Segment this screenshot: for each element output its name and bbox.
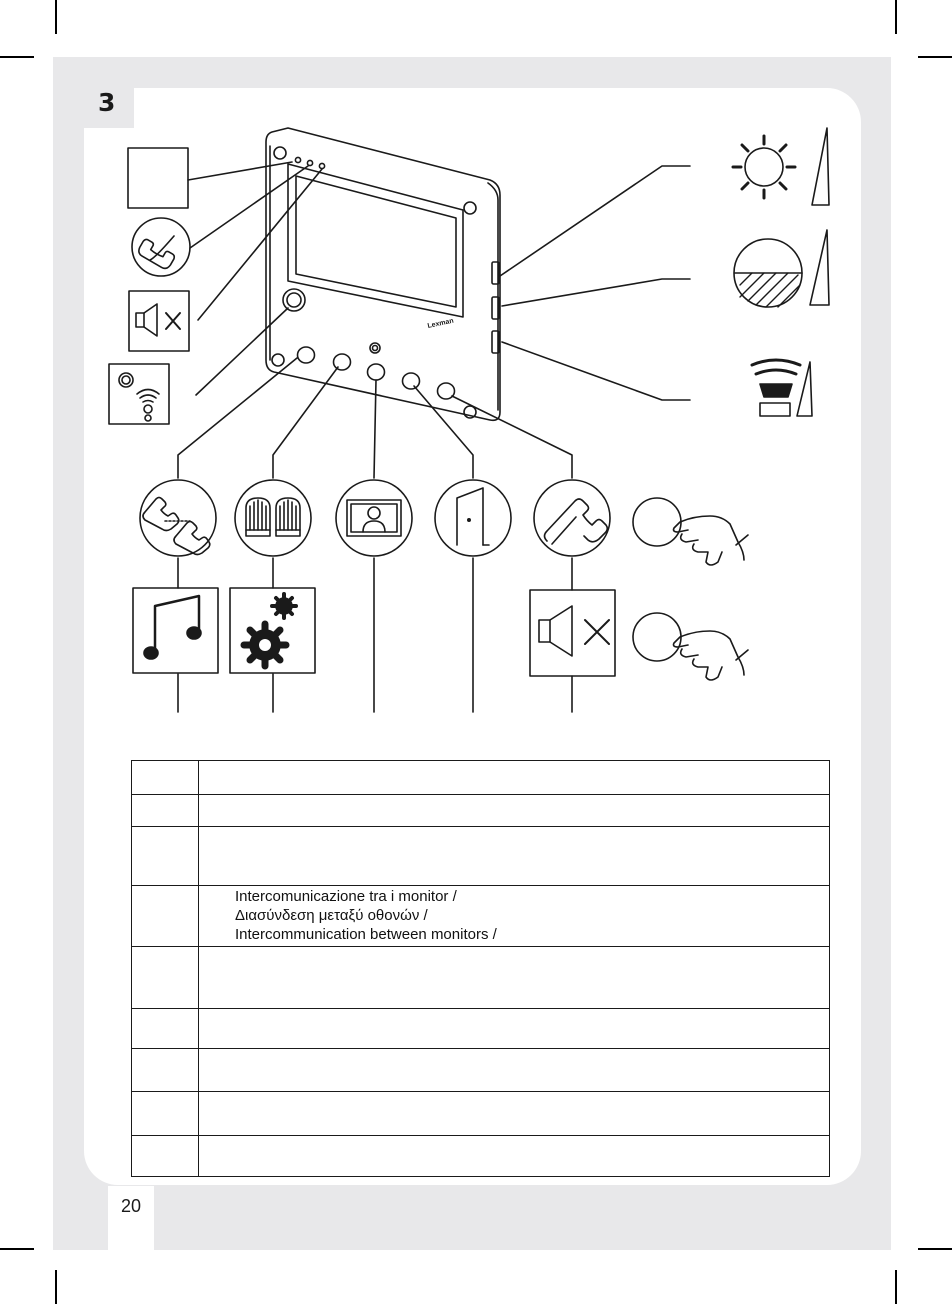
- speaker-mute-icon: [129, 291, 189, 351]
- row-text: [199, 1092, 830, 1136]
- page-number: 20: [121, 1196, 142, 1216]
- row-number: [132, 886, 199, 947]
- front-button-4: [403, 373, 420, 389]
- speaker-mute-icon: [530, 590, 615, 676]
- table-row: [132, 1049, 830, 1092]
- row-text: [199, 1136, 830, 1177]
- table-row: [132, 947, 830, 1009]
- short-press-hand-icon: [633, 498, 748, 565]
- settings-gears-icon: [230, 588, 315, 673]
- row-text: [199, 827, 830, 886]
- row-number: [132, 947, 199, 1009]
- music-note-icon: [133, 588, 218, 673]
- monitor-device: [266, 128, 500, 420]
- row-text: [199, 1049, 830, 1092]
- front-button-1: [298, 347, 315, 363]
- row-text: [199, 886, 830, 947]
- led-indicator: [307, 160, 312, 165]
- brand-logo: Lexman: [426, 317, 455, 330]
- table-row: [132, 827, 830, 886]
- row-number: [132, 795, 199, 827]
- long-press-hand-icon: [633, 613, 748, 680]
- intercom-handsets-icon: [140, 480, 216, 556]
- camera-view-icon: [336, 480, 412, 556]
- row-text: [199, 1009, 830, 1049]
- microphone: [370, 343, 380, 353]
- intercom-text-it: Intercomunicazione tra i monitor /: [235, 888, 457, 905]
- volume-speaker-icon: [752, 360, 812, 416]
- table-row: [132, 795, 830, 827]
- front-button-3: [368, 364, 385, 380]
- row-number: [132, 1009, 199, 1049]
- blank-square-icon: [128, 148, 188, 208]
- intercom-text-el: Διασύνδεση μεταξύ οθονών /: [235, 907, 428, 924]
- row-text: [199, 761, 830, 795]
- row-number: [132, 1049, 199, 1092]
- monitor-screen: [288, 164, 463, 317]
- contrast-icon: [734, 230, 829, 307]
- handset-circle-icon: [132, 218, 190, 276]
- front-button-2: [334, 354, 351, 370]
- row-number: [132, 1136, 199, 1177]
- intercom-text-en: Intercommunication between monitors /: [235, 926, 497, 943]
- table-row: [132, 1092, 830, 1136]
- gate-icon: [235, 480, 311, 556]
- table-row: [132, 1009, 830, 1049]
- door-icon: [435, 480, 511, 556]
- row-text: [199, 947, 830, 1009]
- button-wave-icon: [109, 364, 169, 424]
- table-row: [132, 1136, 830, 1177]
- legend-table: [131, 760, 830, 1177]
- handset-icon: [534, 480, 610, 556]
- table-row: [132, 886, 830, 947]
- row-number: [132, 1092, 199, 1136]
- row-number: [132, 761, 199, 795]
- section-number: 3: [98, 88, 116, 117]
- row-text: [199, 795, 830, 827]
- led-indicator: [319, 163, 324, 168]
- table-row: [132, 761, 830, 795]
- brightness-sun-icon: [733, 128, 829, 205]
- led-indicator: [295, 157, 300, 162]
- row-number: [132, 827, 199, 886]
